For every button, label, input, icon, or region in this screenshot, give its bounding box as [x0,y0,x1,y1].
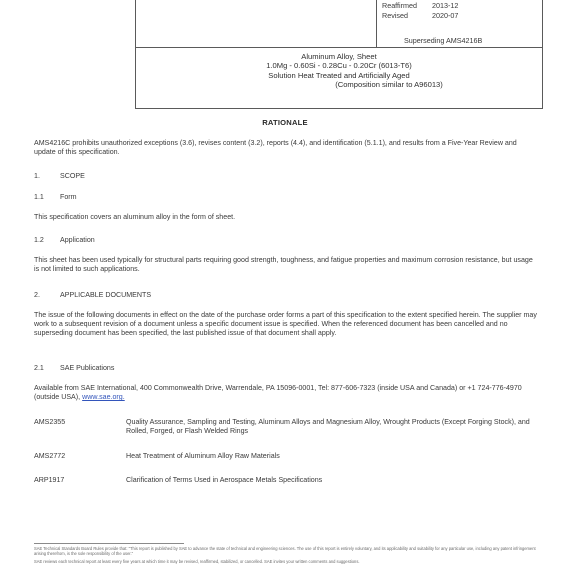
section-2-heading [34,291,151,299]
section-number: 2.1 [34,364,44,372]
section-number: 2. [34,291,40,299]
reference-description: Heat Treatment of Aluminum Alloy Raw Materials [126,452,280,460]
reference-code: ARP1917 [34,476,65,484]
section-2-1-text [34,384,538,402]
section-title: Application [60,236,95,244]
section-title: APPLICABLE DOCUMENTS [60,291,152,299]
reaffirmed-date: 2013-12 [432,1,459,10]
reference-code: AMS2355 [34,418,66,426]
reaffirmed-label: Reaffirmed [382,1,418,10]
section-1-2-heading [34,236,95,244]
footer-notice-2: SAE reviews each technical report at least every five years at which time it may be revised, reaffirmed, stabilized, or cancelled. SAE invites your written comments and suggestions. [34,559,360,564]
sae-address: Available from SAE International, 400 Commonwealth Drive, Warrendale, PA 15096-0001, Tel: 877-606-7323 (inside USA and Canada) or +1 724-776-4970 (outside USA), [34,384,522,402]
section-number: 1. [34,172,40,180]
rationale-text: AMS4216C prohibits unauthorized exceptions (3.6), revises content (3.2), reports (4.4), and identification (5.1.1), and results from a Five-Year Review and update of this specification. [34,139,517,157]
document-title [135,52,543,89]
section-1-1-heading [34,193,77,201]
section-1-heading [34,172,85,180]
section-title: SAE Publications [60,364,115,372]
section-number: 1.1 [34,193,44,201]
superseding-note: Superseding AMS4216B [404,36,483,45]
section-2-text: The issue of the following documents in effect on the date of the purchase order forms a part of this specification to the extent specified herein. The supplier may work to a subsequent revision of a document unless a specific document issue is specified. When the referenced document has been cancelled and no superseding document has been specified, the last published issue of that document shall apply. [34,311,537,338]
title-line-3: Solution Heat Treated and Artificially Aged [268,70,410,80]
section-number: 1.2 [34,236,44,244]
section-title: SCOPE [60,172,85,180]
title-line-2: 1.0Mg - 0.60Si - 0.28Cu - 0.20Cr (6013-T6) [266,61,412,71]
reference-code: AMS2772 [34,452,66,460]
rationale-heading: RATIONALE [262,118,308,127]
header-vertical-divider [376,0,377,48]
section-title: Form [60,193,77,201]
title-line-4: (Composition similar to A96013) [335,79,443,89]
section-1-2-text: This sheet has been used typically for structural parts requiring good strength, toughness, and fatigue properties and maximum corrosion resistance, but usage is not limited to such applications. [34,256,533,274]
reference-description: Quality Assurance, Sampling and Testing, Aluminum Alloys and Magnesium Alloy, Wrought Products (Except Forging Stock), and Rolled, Forged, or Flash Welded Rings [126,418,530,436]
footer-notice-1: SAE Technical Standards Board Rules provide that: "This report is published by SAE to advance the state of technical and engineering sciences. The use of this report is entirely voluntary, and its applicability and suitability for any particular use, including any patent infringement arising therefrom, is the sole responsibility of the user." [34,546,536,556]
sae-website-link[interactable]: www.sae.org. [82,393,125,402]
title-line-1: Aluminum Alloy, Sheet [301,52,377,61]
revised-label: Revised [382,11,408,20]
reference-description: Clarification of Terms Used in Aerospace Metals Specifications [126,476,323,484]
section-1-1-text: This specification covers an aluminum alloy in the form of sheet. [34,213,236,221]
header-divider [135,47,543,48]
footer-rule [34,543,184,544]
revised-date: 2020-07 [432,11,459,20]
section-2-1-heading [34,364,114,372]
